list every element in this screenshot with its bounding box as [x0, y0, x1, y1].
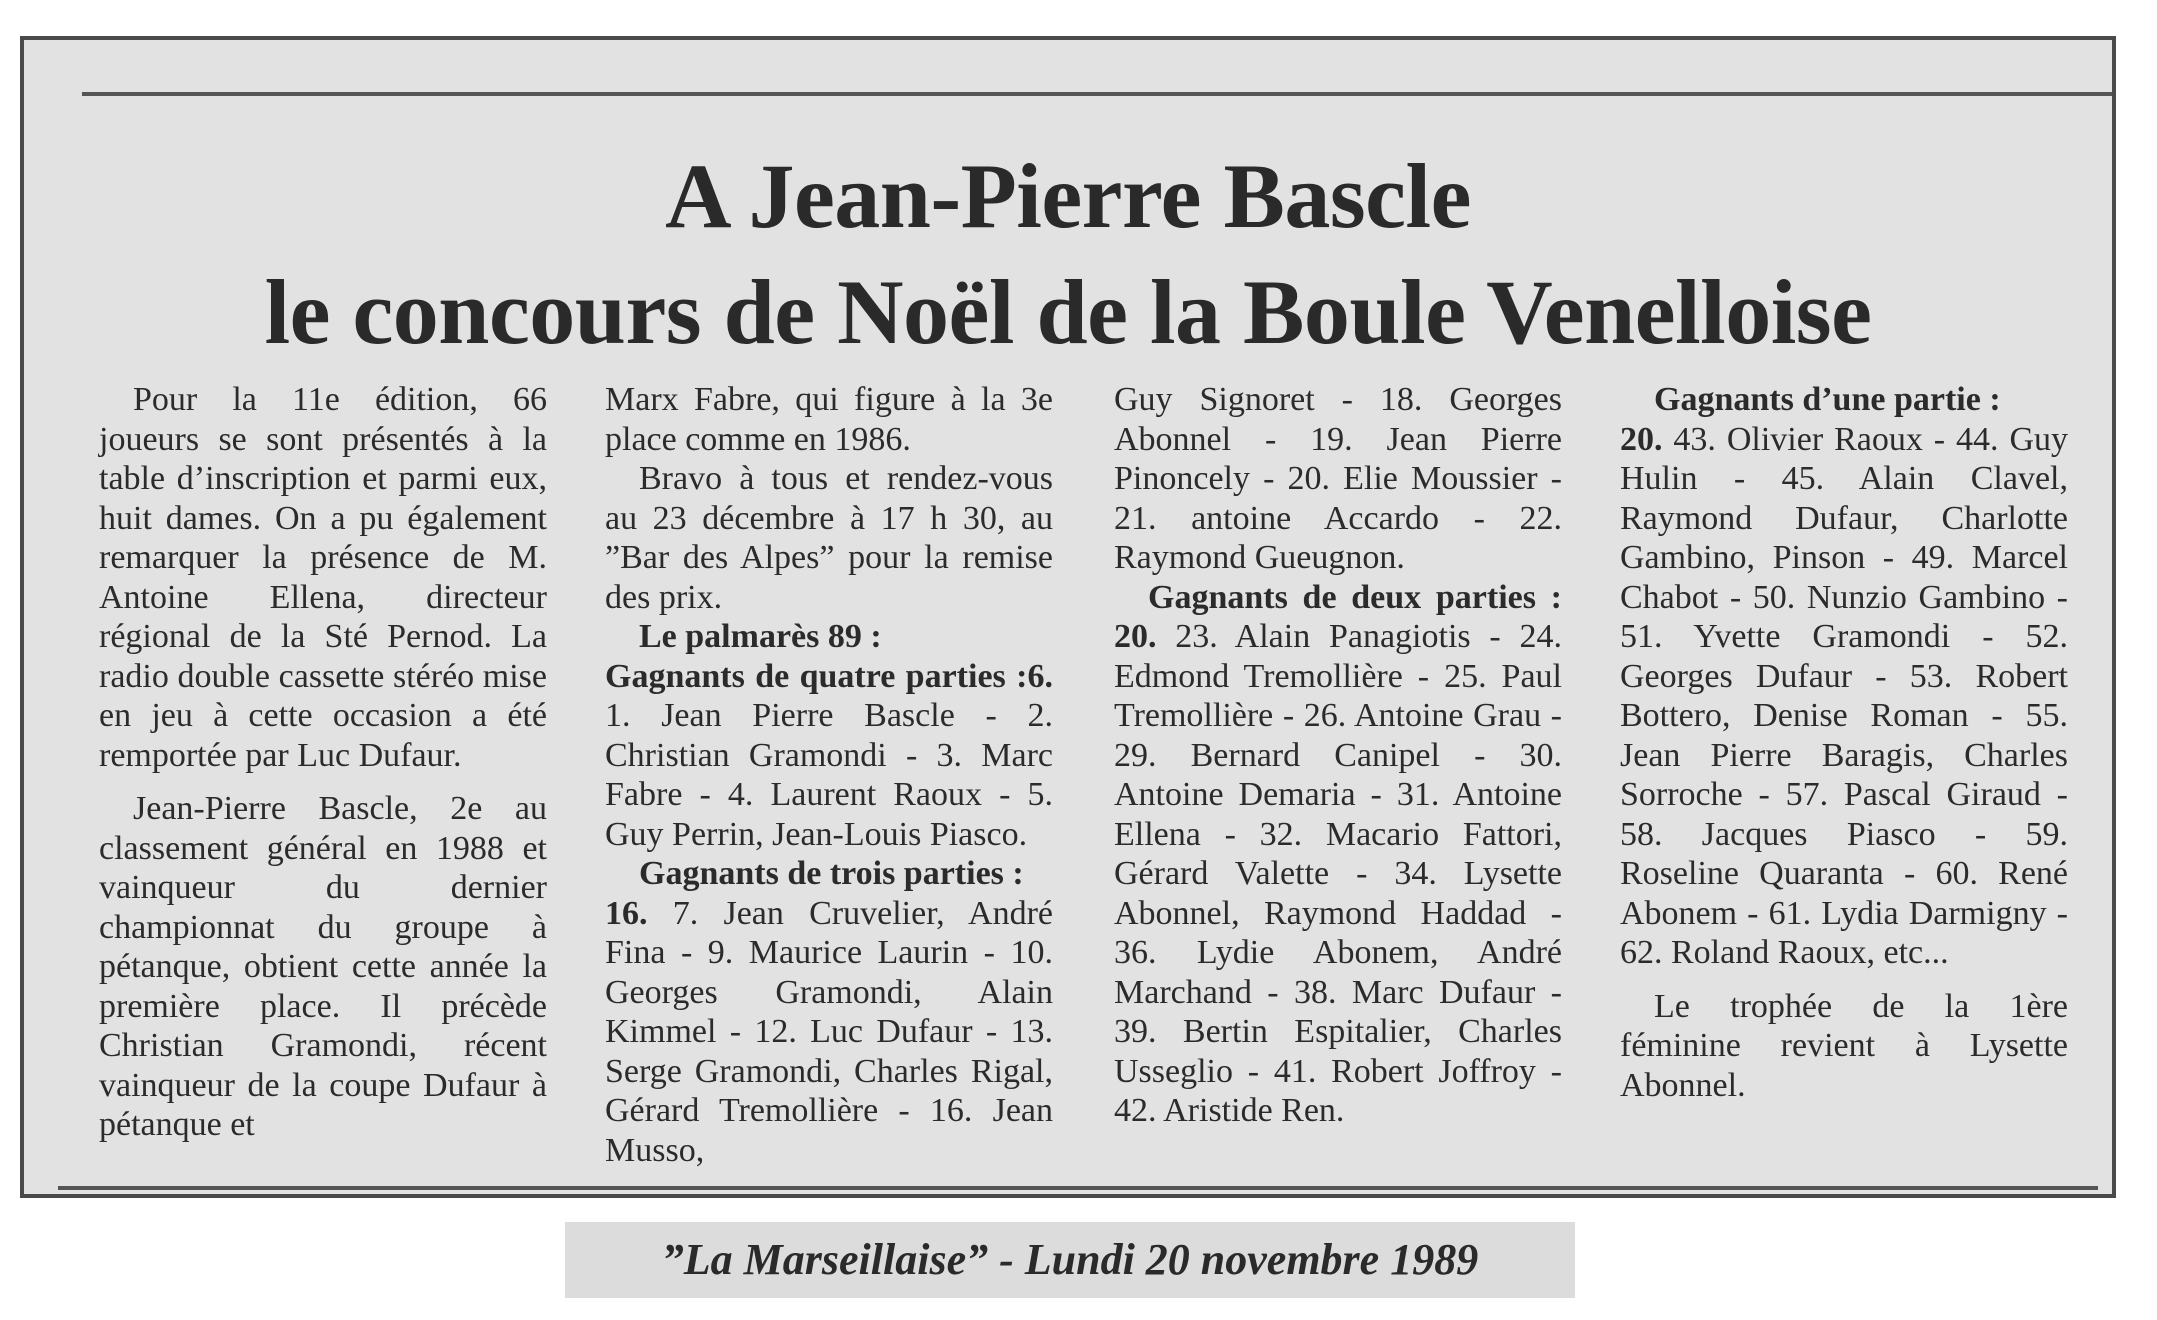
column-2: [605, 380, 1053, 1170]
four-wins-list: 1. Jean Pierre Bascle - 2. Christian Gramondi - 3. Marc Fabre - 4. Laurent Raoux - 5. Guy Perrin, Jean-Louis Piasco.: [605, 697, 1053, 853]
results-two-wins: [1114, 578, 1562, 1131]
results-one-win: [1620, 420, 2068, 973]
source-caption-box: [565, 1222, 1575, 1298]
paragraph: Pour la 11e édition, 66 joueurs se sont présentés à la table d’inscription et parmi eux, huit dames. On a pu également remarquer la présence de M. Antoine Ellena, directeur régional de la Sté Pernod. La radio double cassette stéréo mise en jeu à cette occasion a été remportée par Luc Dufaur.: [99, 381, 547, 774]
three-wins-heading: Gagnants de trois parties :: [639, 855, 1024, 892]
four-wins-heading: Gagnants de quatre parties :6.: [605, 657, 1053, 695]
results-three-wins: [605, 894, 1053, 1171]
column-3: [1114, 380, 1562, 1131]
palmares-heading: Le palmarès 89 :: [639, 618, 882, 655]
newspaper-clipping: [20, 36, 2116, 1198]
results-four-wins: [605, 657, 1053, 855]
column-1: [99, 380, 547, 1145]
two-wins-heading: Gagnants de deux parties : 20.: [1114, 578, 1562, 655]
paragraph: Guy Signoret - 18. Georges Abonnel - 19. Jean Pierre Pinoncely - 20. Elie Moussier - 21. antoine Accardo - 22. Raymond Gueugnon.: [1114, 381, 1562, 576]
three-wins-count: 16.: [605, 894, 648, 932]
paragraph: Bravo à tous et rendez-vous au 23 décembre à 17 h 30, au ”Bar des Alpes” pour la remise des prix.: [605, 460, 1053, 616]
column-4: [1620, 380, 2068, 1105]
paragraph: Jean-Pierre Bascle, 2e au classement général en 1988 et vainqueur du dernier championnat du groupe à pétanque, obtient cette année la première place. Il précède Christian Gramondi, récent vainqueur de la coupe Dufaur à pétanque et: [99, 790, 547, 1143]
source-caption: ”La Marseillaise” - Lundi 20 novembre 1989: [661, 1235, 1479, 1284]
one-win-heading: Gagnants d’une partie :: [1654, 381, 2001, 418]
article-title: [24, 138, 2112, 370]
three-wins-list: 7. Jean Cruvelier, André Fina - 9. Maurice Laurin - 10. Georges Gramondi, Alain Kimmel - 12. Luc Dufaur - 13. Serge Gramondi, Charles Rigal, Gérard Tremollière - 16. Jean Musso,: [605, 894, 1053, 1169]
bottom-rule: [58, 1186, 2098, 1190]
title-line-1: A Jean-Pierre Bascle: [665, 145, 1471, 247]
title-line-2: le concours de Noël de la Boule Venelloise: [264, 261, 1872, 363]
one-win-count: 20.: [1620, 420, 1663, 458]
paragraph: Le trophée de la 1ère féminine revient à Lysette Abonnel.: [1620, 987, 2068, 1104]
top-rule: [82, 92, 2116, 96]
one-win-list: 43. Olivier Raoux - 44. Guy Hulin - 45. Alain Clavel, Raymond Dufaur, Charlotte Gambino, Pinson - 49. Marcel Chabot - 50. Nunzio Gambino - 51. Yvette Gramondi - 52. Georges Dufaur - 53. Robert Bottero, Denise Roman - 55. Jean Pierre Baragis, Charles Sorroche - 57. Pascal Giraud - 58. Jacques Piasco - 59. Roseline Quaranta - 60. René Abonem - 61. Lydia Darmigny - 62. Roland Raoux, etc...: [1620, 420, 2068, 971]
two-wins-list: 23. Alain Panagiotis - 24. Edmond Tremollière - 25. Paul Tremollière - 26. Antoine Grau - 29. Bernard Canipel - 30. Antoine Demaria - 31. Antoine Ellena - 32. Macario Fattori, Gérard Valette - 34. Lysette Abonnel, Raymond Haddad - 36. Lydie Abonem, André Marchand - 38. Marc Dufaur - 39. Bertin Espitalier, Charles Usseglio - 41. Robert Joffroy - 42. Aristide Ren.: [1114, 618, 1562, 1129]
paragraph: Marx Fabre, qui figure à la 3e place comme en 1986.: [605, 381, 1053, 458]
